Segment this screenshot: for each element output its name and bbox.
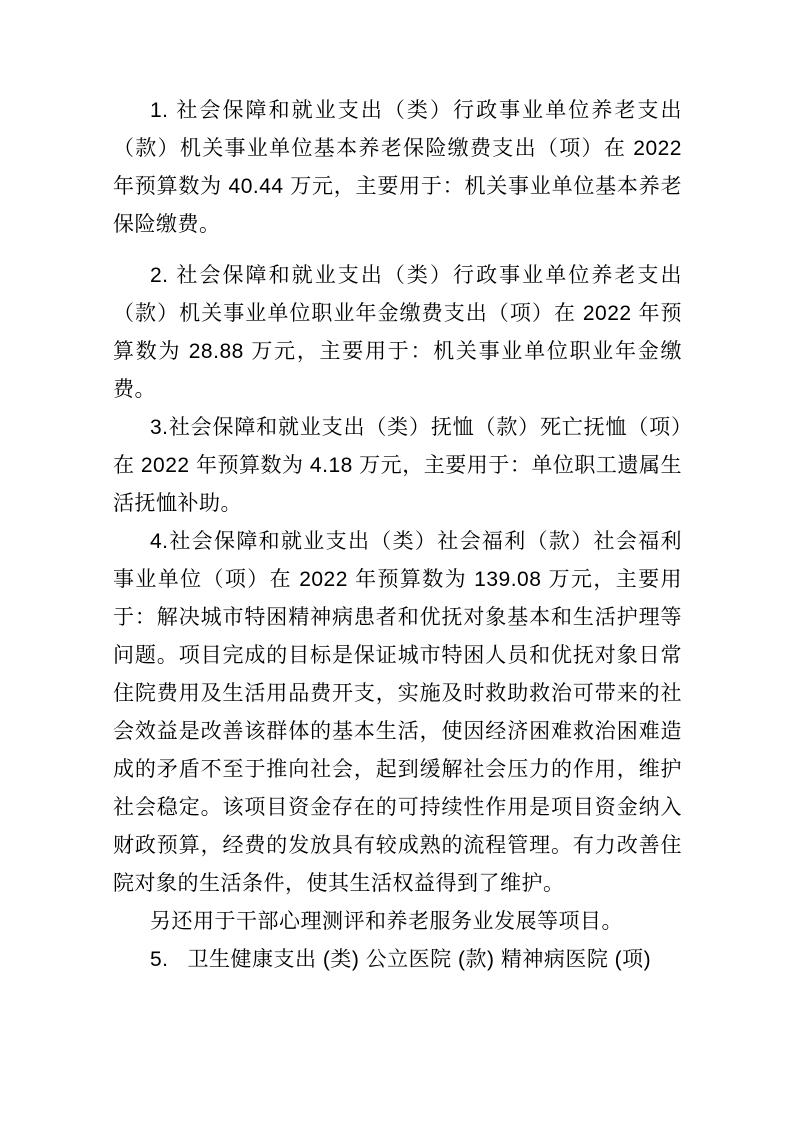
paragraph-budget-item-5: 5. 卫生健康支出 (类) 公立医院 (款) 精神病医院 (项) [150,948,652,971]
paragraph-budget-item-4: 4.社会保障和就业支出（类）社会福利（款）社会福利事业单位（项）在 2022 年预算数为 139.08 万元，主要用于：解决城市特困精神病患者和优抚对象基本和生活护理等问题。项目完成的目标是保证城市特困人员和优抚对象日常住院费用及生活用品费开支，实施及时救助救治可带来的社会效益是改善该群体的基本生活，使因经济困难救治困难造成的矛盾不至于推向社会，起到缓解社会压力的作用，维护社会稳定。该项目资金存在的可持续性作用是项目资金纳入财政预算，经费的发放具有较成熟的流程管理。有力改善住院对象的生活条件，使其生活权益得到了维护。 [113,530,682,895]
paragraph-note-additional-use: 另还用于干部心理测评和养老服务业发展等项目。 [150,910,623,933]
paragraph-budget-item-1: 1. 社会保障和就业支出（类）行政事业单位养老支出（款）机关事业单位基本养老保险缴费支出（项）在 2022 年预算数为 40.44 万元，主要用于：机关事业单位基本养老保险缴费。 [113,99,682,236]
paragraph-budget-item-3: 3.社会保障和就业支出（类）抚恤（款）死亡抚恤（项）在 2022 年预算数为 4.18 万元，主要用于：单位职工遗属生活抚恤补助。 [113,416,682,515]
paragraph-budget-item-2: 2. 社会保障和就业支出（类）行政事业单位养老支出（款）机关事业单位职业年金缴费支出（项）在 2022 年预算数为 28.88 万元，主要用于：机关事业单位职业年金缴费。 [113,264,682,401]
